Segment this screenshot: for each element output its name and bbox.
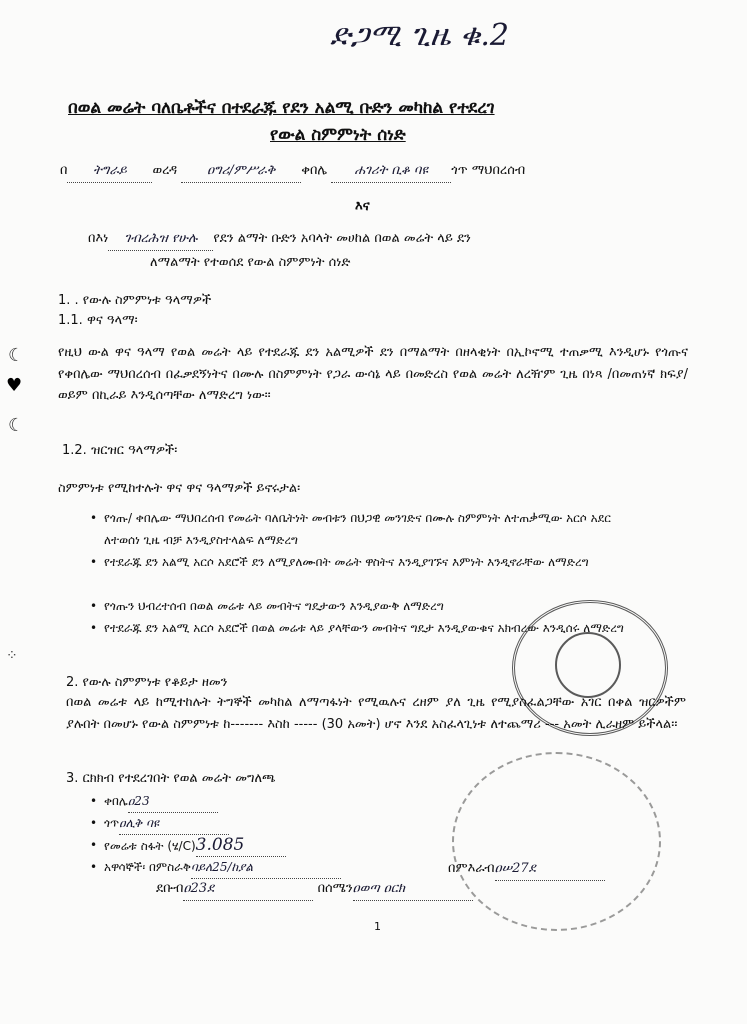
zone-prefix: በ	[60, 163, 68, 178]
margin-mark: ♥	[6, 375, 23, 396]
page-number: 1	[374, 920, 381, 933]
s3-item-south: ደቡብዐ23ደ በሰሜንዐወጣ ዐርክ	[156, 878, 473, 901]
bullet-item: • የተደራጁ ደን አልሚ አርሶ አደሮች በወል መሬቱ ላይ ያላቸውን መብትና ግዴታ እንዲያውቁና አክብረው እንዲሰሩ ለማድረግ	[104, 618, 649, 640]
header-line	[60, 160, 690, 183]
group-name-field: ገብረሕዝ የሁሉ	[108, 228, 213, 251]
s3-item-kebele: • ቀበሌዐ23	[104, 790, 218, 813]
zone-field: ትግራይ	[67, 160, 152, 183]
official-seal-2	[452, 752, 661, 931]
group-line	[88, 228, 471, 251]
south-value: ዐ23ደ	[183, 878, 313, 901]
section-1-2-intro: ስምምነቱ የሚከተሉት ዋና ዋና ዓላማዎች ይኖሩታል፡	[58, 481, 301, 496]
document-title: በወል መሬት ባለቤቶችና በተደራጁ የደን አልሚ ቡድን መካከል የተደረገ	[68, 98, 495, 118]
document-subtitle: የውል ስምምነት ሰነድ	[270, 125, 406, 145]
woreda-label: ወረዳ	[152, 163, 178, 178]
section-2-body: በወል መሬቱ ላይ ከሚተከሉት ትግኞች መካከል ለማጣፋነት የሚዉሉና ረዘም ያለ ጊዜ የሚያስፈልጋቸው አገር በቀል ዝርዎችም ያሉበት በመሆኑ የውል ስምምነቱ ከ------- እስከ ----- (30 አመት) ሆኖ እንደ አስፈላጊነቱ ለተጨማሪ --- አመት ሊራዘም ይችላል፡፡	[66, 695, 686, 732]
bullet-item: • የጎጡ/ ቀበሌው ማህበረሰብ የመሬት ባለቤትነት መብቱን በህጋዊ መንገድና በሙሉ ስምምነት ለተጠቃሚው አርሶ አደር ለተወሰነ ጊዜ ብቻ እንዲያስተላልፍ ለማድረግ	[104, 508, 649, 551]
bullet-item: • የተደራጁ ደን አልሚ አርሶ አደሮች ደን ለሚያለሙበት መሬት ዋስትና እንዲያገኙና እምነት እንዲኖራቸው ለማድረግ	[104, 552, 649, 574]
north-value: ዐወጣ ዐርክ	[353, 878, 473, 901]
kebele-field: ሐገሪት ቢቆ ባዩ	[331, 160, 451, 183]
bullet-item: • የጎጡን ህብረተሰብ በወል መሬቱ ላይ መብትና ግዴታውን እንዲያውቅ ለማድረግ	[104, 596, 649, 618]
got-value: ዐሊቅ ባዩ	[119, 812, 229, 835]
s3-item-east: • አዋሳኞች፡ በምስራቅባይለ25/ከያል	[104, 856, 341, 879]
west-value: ዐሠ27ደ	[495, 858, 605, 881]
section-1-1-heading: 1.1. ዋና ዓላማ፡	[58, 313, 138, 328]
margin-mark: ⁘	[6, 648, 18, 664]
s3-item-west: በምእራብዐሠ27ደ	[448, 858, 605, 881]
margin-mark: ☾	[8, 415, 25, 436]
s3-item-area: • የመሬቱ ስፋት (ሄ/C)3.085	[104, 834, 286, 857]
woreda-field: ዐግሪ/ምሥራቅ	[181, 160, 301, 183]
s3-item-got: • ጎጥዐሊቅ ባዩ	[104, 812, 229, 835]
section-1-heading: 1. . የውሉ ስምምነቱ ዓላማዎች	[58, 293, 212, 308]
east-value: ባይለ25/ከያል	[191, 856, 341, 879]
section-3-heading: 3. ርክክብ የተደረገበት የወል መሬት መግለጫ	[66, 771, 276, 786]
group-line-text: የደን ልማት ቡድን አባላት መሀከል በወል መሬት ላይ ደን	[213, 231, 471, 246]
section-1-2-heading: 1.2. ዝርዝር ዓላማዎች፡	[62, 443, 178, 458]
header-suffix: ጎጥ ማህበረሰብ	[451, 163, 526, 178]
and-word: እና	[355, 199, 370, 214]
kebele-value: ዐ23	[128, 790, 218, 813]
section-2-heading: 2. የውሉ ስምምነቱ የቆይታ ዘመን	[66, 675, 228, 690]
handwritten-note: ድጋሚ ጊዜ ቁ.2	[330, 18, 510, 53]
area-value: 3.085	[196, 834, 286, 857]
kebele-label: ቀበሌ	[301, 163, 328, 178]
section-1-1-body: የዚህ ውል ዋና ዓላማ የወል መሬት ላይ የተደራጁ ደን አልሚዎች ደን በማልማት በዘላቂነት በኢኮኖሚ ተጠቃሚ እንዲሆኑ የጎጡና የቀበሌው ማህበረሰብ በፈቃደኝነትና በሙሉ በስምምነት የጋራ ውሳኔ ላይ በመድረስ የወል መሬት ለረዥም ጊዜ በነጻ /በመጠነኛ ክፍያ/ ወይም በኪራይ እንዲሰጣቸው ለማድረግ ነው፡፡	[58, 345, 688, 403]
group-line-2: ለማልማት የተወሰደ የውል ስምምነት ሰነድ	[150, 255, 351, 270]
group-prefix: በእነ	[88, 231, 109, 246]
margin-mark: ☾	[8, 345, 25, 366]
seal-emblem	[555, 632, 621, 698]
